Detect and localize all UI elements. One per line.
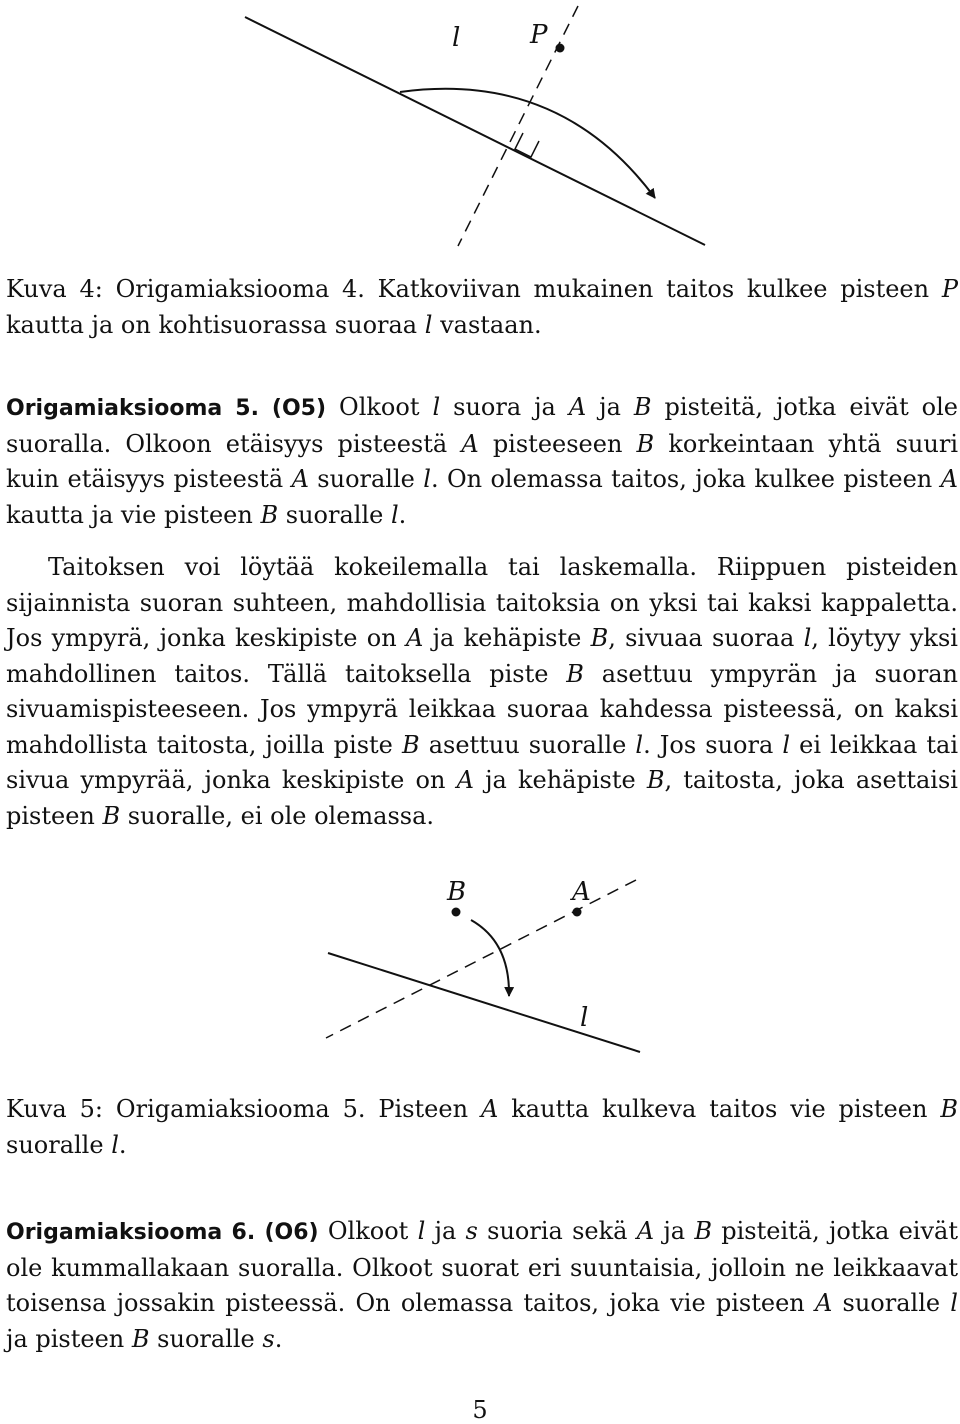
line-l [328, 953, 640, 1052]
axiom-5-tag: (O5) [271, 396, 327, 421]
axiom-6-tag: (O6) [264, 1220, 319, 1245]
figure-5 [0, 860, 960, 1080]
axiom-6-title: Origamiaksiooma 6. [6, 1220, 256, 1245]
axiom-6: Origamiaksiooma 6. (O6) Olkoot l ja s suoria sekä A ja B pisteitä, jotka eivät ole kummallakaan suoralla. Olkoot suorat eri suuntaisia, jolloin ne leikkaavat toisensa jossakin pisteessä. On olemassa taitos, joka vie pisteen A suoralle l ja pisteen B suoralle s. [6, 1217, 958, 1353]
fold-arrow [400, 89, 655, 198]
label-l: l [580, 1003, 589, 1033]
figure-4 [0, 0, 960, 260]
paragraph-2: Taitoksen voi löytää kokeilemalla tai laskemalla. Riippuen pisteiden sijainnista suoran suhteen, mahdollisia taitoksia on yksi tai kaksi kappaletta. Jos ympyrä, jonka keskipiste on A ja kehäpiste B, sivuaa suoraa l, löytyy yksi mahdollinen taitos. Tällä taitoksella piste B asettuu ympyrän ja suoran sivuamispisteeseen. Jos ympyrä leikkaa suoraa kahdessa pisteessä, on kaksi mahdollista taitosta, joilla piste B asettuu suoralle l. Jos suora l ei leikkaa tai sivua ympyrää, jonka keskipiste on A ja kehäpiste B, taitosta, joka asettaisi pisteen B suoralle, ei ole olemassa. [6, 553, 959, 830]
caption-figure-4: Kuva 4: Origamiaksiooma 4. Katkoviivan mukainen taitos kulkee pisteen P kautta ja on kohtisuorassa suoraa l vastaan. [6, 275, 958, 339]
point-A [573, 908, 582, 917]
label-P: P [530, 20, 548, 50]
caption-figure-5: Kuva 5: Origamiaksiooma 5. Pisteen A kautta kulkeva taitos vie pisteen B suoralle l. [6, 1095, 958, 1159]
axiom-5-title: Origamiaksiooma 5. [6, 396, 259, 421]
caption-prefix: Kuva 4: [6, 275, 103, 303]
fold-arrow [471, 920, 509, 996]
point-B [452, 908, 461, 917]
page-number: 5 [472, 1396, 488, 1424]
caption-prefix: Kuva 5: [6, 1095, 103, 1123]
label-l: l [452, 23, 461, 53]
fold-line-dashed [458, 6, 578, 246]
axiom-5: Origamiaksiooma 5. (O5) Olkoot l suora ja A ja B pisteitä, jotka eivät ole suoralla. Olkoon etäisyys pisteestä A pisteeseen B korkeintaan yhtä suuri kuin etäisyys pisteestä A suoralle l. On olemassa taitos, joka kulkee pisteen A kautta ja vie pisteen B suoralle l. [6, 393, 959, 529]
label-A: A [572, 877, 591, 907]
label-B: B [447, 877, 467, 907]
point-P [556, 44, 565, 53]
